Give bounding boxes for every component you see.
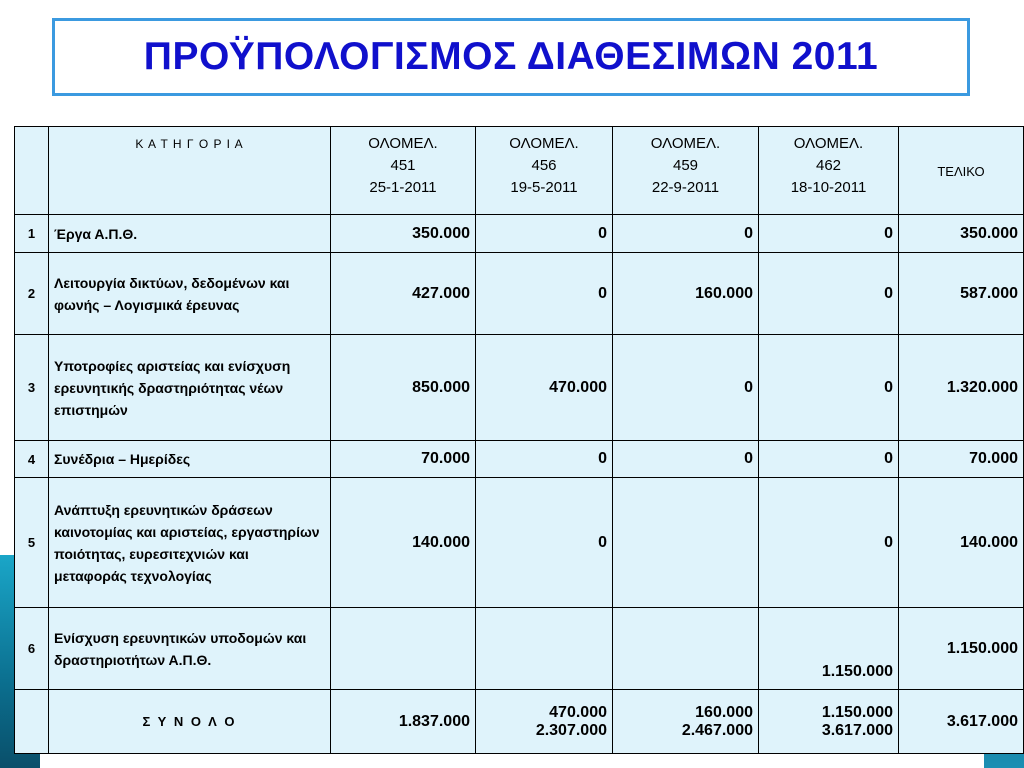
cell-462: 0: [759, 335, 899, 441]
header-final: ΤΕΛΙΚΟ: [899, 127, 1024, 215]
cell-final: 70.000: [899, 441, 1024, 478]
cell-456: 0: [476, 441, 613, 478]
header-plenary-number: 451: [390, 157, 416, 174]
table-row: [15, 608, 1024, 690]
cell-final: 1.320.000: [899, 335, 1024, 441]
header-plenary-date: 25-1-2011: [369, 179, 437, 196]
header-plenary-date: 22-9-2011: [651, 179, 720, 196]
cell-final: 587.000: [899, 253, 1024, 335]
header-plenary-459: [613, 127, 759, 215]
cell-456: 0: [476, 215, 613, 253]
total-index-cell: [15, 690, 49, 754]
total-label: Σ Υ Ν Ο Λ Ο: [49, 690, 331, 754]
row-index: 4: [15, 441, 49, 478]
row-index: 1: [15, 215, 49, 253]
header-plenary-456: [476, 127, 613, 215]
table-row: [15, 478, 1024, 608]
row-index: 5: [15, 478, 49, 608]
header-index-cell: [15, 127, 49, 215]
cell-451: 140.000: [331, 478, 476, 608]
table-row: [15, 215, 1024, 253]
total-459-added: 160.000: [695, 703, 753, 721]
table-row: [15, 441, 1024, 478]
row-category: Υποτροφίες αριστείας και ενίσχυση ερευνητικής δραστηριότητας νέων επιστημών: [49, 335, 331, 441]
cell-462: 0: [759, 253, 899, 335]
cell-456: 0: [476, 478, 613, 608]
table-row: [15, 253, 1024, 335]
total-462-cumulative: 3.617.000: [821, 721, 893, 739]
cell-459: [613, 608, 759, 690]
table-row: [15, 335, 1024, 441]
header-plenary-number: 462: [815, 157, 842, 174]
header-plenary-label: ΟΛΟΜΕΛ.: [793, 135, 864, 152]
cell-451: [331, 608, 476, 690]
total-459-cumulative: 2.467.000: [681, 721, 753, 739]
cell-final: 140.000: [899, 478, 1024, 608]
cell-451: 850.000: [331, 335, 476, 441]
row-category: Ανάπτυξη ερευνητικών δράσεων καινοτομίας και αριστείας, εργαστηρίων ποιότητας, ευρεσιτεχνιών και μεταφοράς τεχνολογίας: [49, 478, 331, 608]
cell-456: 0: [476, 253, 613, 335]
table-header-row: [15, 127, 1024, 215]
header-plenary-number: 456: [531, 157, 557, 174]
cell-final: 1.150.000: [899, 608, 1024, 690]
cell-456: 470.000: [476, 335, 613, 441]
cell-462: 1.150.000: [759, 608, 899, 690]
total-final: 3.617.000: [899, 690, 1024, 754]
cell-459: 0: [613, 335, 759, 441]
header-plenary-date: 18-10-2011: [790, 179, 867, 196]
header-plenary-label: ΟΛΟΜΕΛ.: [368, 135, 438, 152]
row-category: Έργα Α.Π.Θ.: [49, 215, 331, 253]
cell-451: 350.000: [331, 215, 476, 253]
row-category: Ενίσχυση ερευνητικών υποδομών και δραστηριοτήτων Α.Π.Θ.: [49, 608, 331, 690]
total-459: [613, 690, 759, 754]
cell-462: 0: [759, 215, 899, 253]
row-category: Συνέδρια – Ημερίδες: [49, 441, 331, 478]
page-title: ΠΡΟΫΠΟΛΟΓΙΣΜΟΣ ΔΙΑΘΕΣΙΜΩΝ 2011: [143, 35, 879, 78]
row-index: 3: [15, 335, 49, 441]
title-box: [52, 18, 970, 96]
header-plenary-451: [331, 127, 476, 215]
total-456: [476, 690, 613, 754]
row-index: 2: [15, 253, 49, 335]
cell-459: 0: [613, 441, 759, 478]
header-category: Κ Α Τ Η Γ Ο Ρ Ι Α: [49, 127, 331, 215]
row-category: Λειτουργία δικτύων, δεδομένων και φωνής – Λογισμικά έρευνας: [49, 253, 331, 335]
cell-456: [476, 608, 613, 690]
total-462: [759, 690, 899, 754]
total-451: 1.837.000: [331, 690, 476, 754]
header-plenary-label: ΟΛΟΜΕΛ.: [509, 135, 579, 152]
cell-451: 70.000: [331, 441, 476, 478]
header-plenary-date: 19-5-2011: [510, 179, 578, 196]
cell-451: 427.000: [331, 253, 476, 335]
cell-462: 0: [759, 441, 899, 478]
cell-459: 160.000: [613, 253, 759, 335]
total-456-cumulative: 2.307.000: [535, 721, 607, 739]
cell-459: [613, 478, 759, 608]
cell-459: 0: [613, 215, 759, 253]
header-plenary-number: 459: [672, 157, 699, 174]
table-total-row: [15, 690, 1024, 754]
cell-final: 350.000: [899, 215, 1024, 253]
budget-table: [14, 126, 1024, 754]
header-plenary-label: ΟΛΟΜΕΛ.: [650, 135, 721, 152]
total-462-added: 1.150.000: [821, 703, 893, 721]
total-456-added: 470.000: [549, 703, 607, 721]
cell-462: 0: [759, 478, 899, 608]
header-plenary-462: [759, 127, 899, 215]
row-index: 6: [15, 608, 49, 690]
